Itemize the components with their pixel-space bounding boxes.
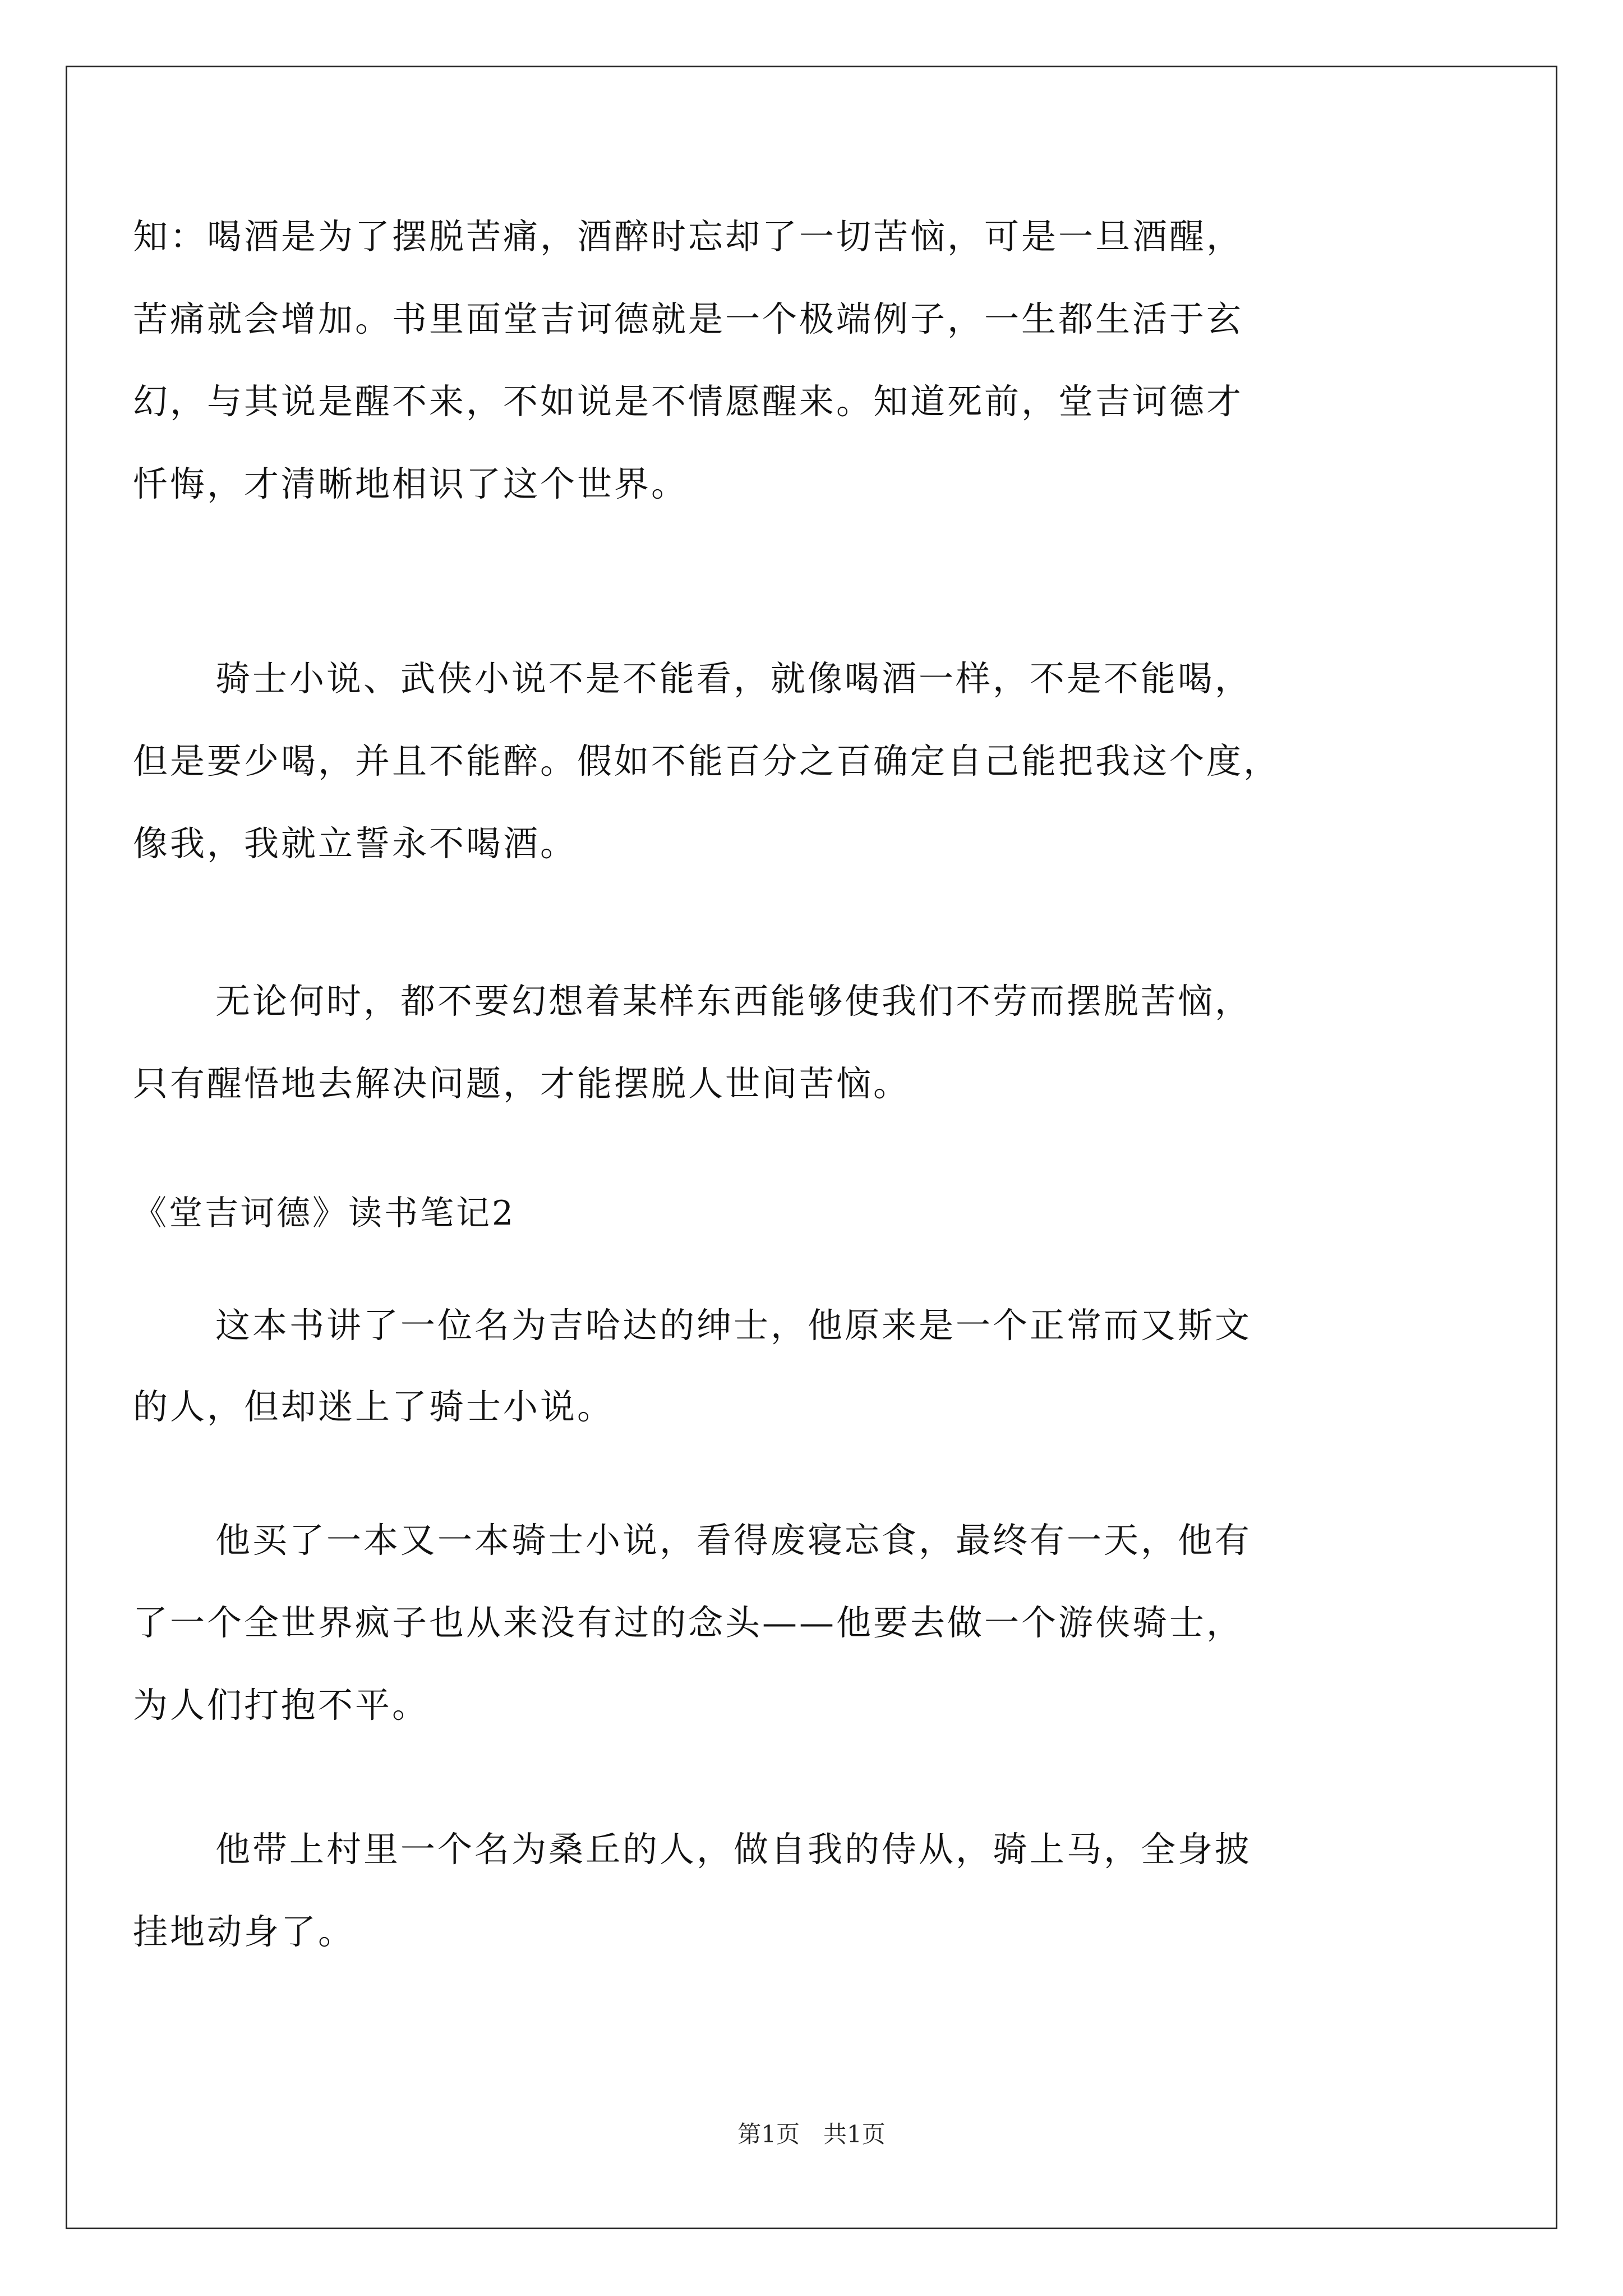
text-line: 他买了一本又一本骑士小说，看得废寝忘食，最终有一天，他有 <box>215 1520 1252 1561</box>
text-line: 骑士小说、武侠小说不是不能看，就像喝酒一样，不是不能喝， <box>215 658 1252 699</box>
text-line: 幻，与其说是醒不来，不如说是不情愿醒来。知道死前，堂吉诃德才 <box>133 381 1244 422</box>
text-line: 了一个全世界疯子也从来没有过的念头——他要去做一个游侠骑士， <box>133 1602 1244 1643</box>
text-line: 但是要少喝，并且不能醉。假如不能百分之百确定自己能把我这个度， <box>133 740 1281 781</box>
text-line: 像我，我就立誓永不喝酒。 <box>133 823 578 864</box>
text-line: 挂地动身了。 <box>133 1911 356 1952</box>
text-line: 他带上村里一个名为桑丘的人，做自我的侍从，骑上马，全身披 <box>215 1829 1252 1870</box>
text-line: 无论何时，都不要幻想着某样东西能够使我们不劳而摆脱苦恼， <box>215 981 1252 1022</box>
text-line: 为人们打抱不平。 <box>133 1685 430 1726</box>
text-line: 这本书讲了一位名为吉哈达的绅士，他原来是一个正常而又斯文 <box>215 1305 1252 1346</box>
page-footer: 第1页 共1页 <box>737 2120 886 2148</box>
section-heading: 《堂吉诃德》读书笔记2 <box>133 1194 516 1233</box>
text-line: 苦痛就会增加。书里面堂吉诃德就是一个极端例子，一生都生活于玄 <box>133 298 1244 339</box>
text-line: 只有醒悟地去解决问题，才能摆脱人世间苦恼。 <box>133 1063 911 1104</box>
text-line: 的人，但却迷上了骑士小说。 <box>133 1386 615 1427</box>
text-line: 知：喝酒是为了摆脱苦痛，酒醉时忘却了一切苦恼，可是一旦酒醒， <box>133 216 1244 257</box>
text-line: 忏悔，才清晰地相识了这个世界。 <box>133 463 689 504</box>
